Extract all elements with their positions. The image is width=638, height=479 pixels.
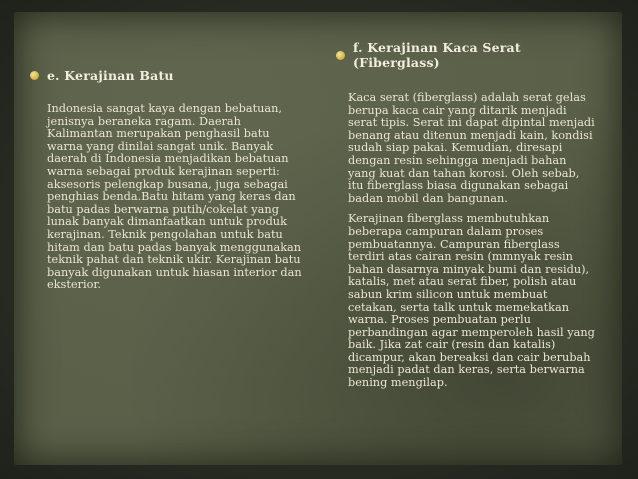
bullet-icon bbox=[336, 51, 345, 60]
right-paragraph-2: Kerajinan fiberglass membutuhkan beberapa campuran dalam proses pembuatannya. Campuran fiberglass terdiri atas cairan resin (mmnyak resin bahan dasarnya minyak bumi dan residu), katalis, met atau serat fiber, polish atau sabun krim silicon untuk membuat cetakan, serta talk untuk memekatkan warna. Proses pembuatan perlu perbandingan agar memperoleh hasil yang baik. Jika zat cair (resin dan katalis) dicampur, akan bereaksi dan cair berubah menjadi padat dan keras, serta berwarna bening mengilap. bbox=[348, 212, 595, 390]
bullet-icon bbox=[30, 71, 39, 80]
right-paragraph-1: Kaca serat (fiberglass) adalah serat gelas berupa kaca cair yang ditarik menjadi serat tipis. Serat ini dapat dipintal menjadi benang atau ditenun menjadi kain, kondisi sudah siap pakai. Kemudian, diresapi dengan resin sehingga menjadi bahan yang kuat dan tahan korosi. Oleh sebab, itu fiberglass biasa digunakan sebagai badan mobil dan bangunan. bbox=[348, 91, 595, 205]
right-heading-row bbox=[336, 40, 596, 70]
right-column bbox=[336, 40, 596, 390]
left-heading-row bbox=[30, 68, 308, 83]
left-heading: e. Kerajinan Batu bbox=[47, 68, 174, 83]
left-column bbox=[30, 68, 308, 292]
left-paragraph: Indonesia sangat kaya dengan bebatuan, jenisnya beraneka ragam. Daerah Kalimantan merupakan penghasil batu warna yang dinilai sangat unik. Banyak daerah di Indonesia menjadikan bebatuan warna sebagai produk kerajinan seperti: aksesoris pelengkap busana, juga sebagai penghias benda.Batu hitam yang keras dan batu padas berwarna putih/cokelat yang lunak banyak dimanfaatkan untuk produk kerajinan. Teknik pengolahan untuk batu hitam dan batu padas banyak menggunakan teknik pahat dan teknik ukir. Kerajinan batu banyak digunakan untuk hiasan interior dan eksterior. bbox=[47, 102, 302, 292]
right-heading: f. Kerajinan Kaca Serat (Fiberglass) bbox=[353, 40, 521, 70]
